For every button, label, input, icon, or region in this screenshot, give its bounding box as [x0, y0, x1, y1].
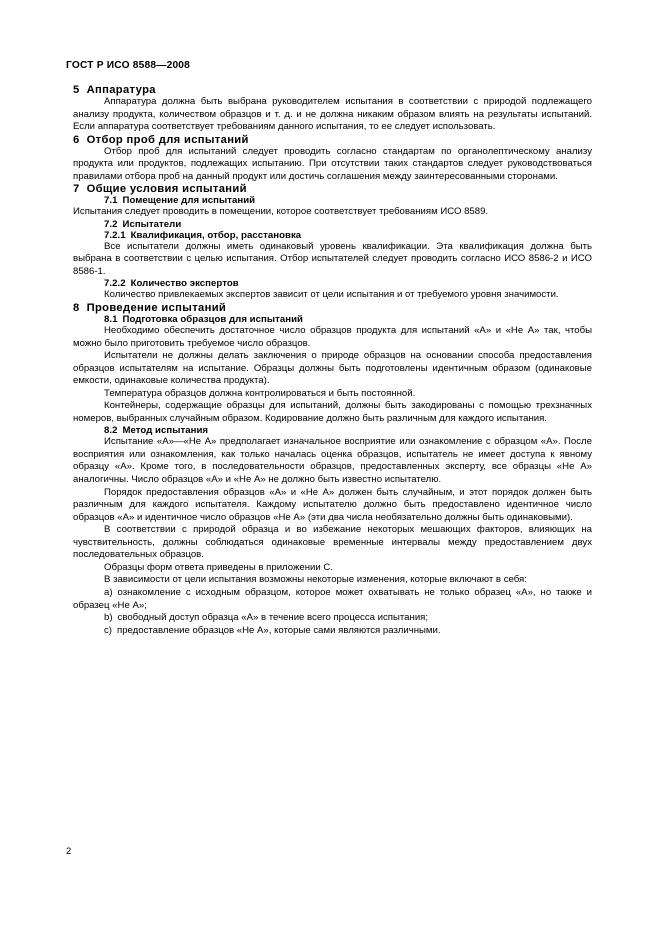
paragraph-7-2-2-1: Количество привлекаемых экспертов зависит от цели испытания и от требуемого уровня значимости. [104, 289, 559, 301]
page-number: 2 [66, 845, 72, 856]
list-item [73, 625, 592, 638]
paragraph-7-1-1: Испытания следует проводить в помещении, которое соответствует требованиям ИСО 8589. [73, 206, 489, 218]
paragraph-8-2-1: Испытание «А»—«Не А» предполагает изначальное восприятие или ознакомление с образцом «А». После восприятия или ознакомления, как только началась оценка образцов, испытатель не имеет доступа к явному образцу «А». Кроме того, в последовательности образцов, предоставленных эксперту, все образцы «Не А» аналогичны. Число образцов «А» и «Не А» не должно быть известно испытателю. [73, 436, 592, 486]
subsection-title-7-1: Помещение для испытаний [122, 195, 256, 207]
section-heading-5 [73, 84, 592, 96]
subsection-number-7-2: 7.2 [104, 218, 118, 230]
section-number-7: 7 [73, 183, 80, 196]
subsection-number-8-2: 8.2 [104, 425, 118, 437]
paragraph-8-1-2: Испытатели не должны делать заключения о природе образцов на основании способа предоставления образцов испытателям на испытание. Образцы должны быть подготовлены идентичным образом (одинаковые емкости, одинаковые количества продукта). [73, 350, 592, 387]
section-heading-7 [73, 183, 592, 195]
list-marker-c: c) [104, 624, 112, 636]
subsection-heading-7-1 [104, 195, 592, 206]
list-marker-a: a) [104, 586, 113, 598]
list-text-a: ознакомление с исходным образцом, которое может охватывать не только образец «А», но также и образец «Не А»; [73, 586, 592, 611]
paragraph-8-1-1: Необходимо обеспечить достаточное число образцов продукта для испытаний «А» и «Не А» так, чтобы можно было приготовить требуемое число образцов. [73, 325, 592, 349]
paragraph-8-1-4: Контейнеры, содержащие образцы для испытаний, должны быть закодированы с помощью трехзначных номеров, выбранных случайным образом. Кодирование должно быть различным для каждого испытания. [73, 400, 592, 424]
section-heading-6 [73, 134, 592, 146]
subsection-title-7-2-2: Количество экспертов [130, 278, 239, 290]
subsection-heading-7-2 [104, 219, 592, 230]
subsection-title-8-2: Метод испытания [122, 425, 209, 437]
subsection-title-7-2: Испытатели [122, 218, 182, 230]
subsection-number-7-2-1: 7.2.1 [104, 229, 126, 241]
paragraph-7-2-1-1: Все испытатели должны иметь одинаковый уровень квалификации. Эта квалификация должна быть выбрана в соответствии с целью испытания. Отбор испытателей следует проводить согласно ИСО 8586-2 и ИСО 8586-1. [73, 240, 592, 277]
subsection-heading-8-1 [104, 314, 592, 325]
subsection-heading-8-2 [104, 425, 592, 436]
section-title-7: Общие условия испытаний [86, 183, 247, 196]
subsection-heading-7-2-2 [104, 278, 592, 289]
paragraph-8-1-3: Температура образцов должна контролироваться и быть постоянной. [104, 387, 416, 399]
section-number-5: 5 [73, 84, 80, 96]
subsection-number-8-1: 8.1 [104, 314, 118, 326]
section-title-8: Проведение испытаний [86, 302, 227, 315]
paragraph-8-2-4: Образцы форм ответа приведены в приложении С. [104, 561, 334, 573]
list-text-c: предоставление образцов «Не А», которые сами являются различными. [117, 624, 441, 636]
document-body [73, 84, 592, 637]
list-item [73, 612, 592, 625]
subsection-number-7-2-2: 7.2.2 [104, 278, 126, 290]
subsection-number-7-1: 7.1 [104, 195, 118, 207]
section-heading-8 [73, 302, 592, 314]
paragraph-8-2-2: Порядок предоставления образцов «А» и «Не А» должен быть случайным, и этот порядок должен быть различным для каждого испытателя. Каждому испытателю должно быть предоставлено идентичное число образцов «А» и идентичное число образцов «Не А» (эти два числа необязательно должны быть одинаковыми). [73, 486, 592, 523]
paragraph-8-2-3: В соответствии с природой образца и во избежание некоторых мешающих факторов, влияющих на чувствительность, должны соблюдаться одинаковые временные интервалы между предоставлением двух последовательных образцов. [73, 524, 592, 561]
paragraph-6-1: Отбор проб для испытаний следует проводить согласно стандартам по органолептическому анализу продукта или продуктов, подлежащих испытанию. При отсутствии таких стандартов следует руководствоваться правилами отбора проб на данный продукт или достичь соглашения между заинтересованными сторонами. [73, 145, 592, 182]
subsection-title-7-2-1: Квалификация, отбор, расстановка [130, 229, 302, 241]
paragraph-8-2-5: В зависимости от цели испытания возможны некоторые изменения, которые включают в себя: [104, 574, 527, 586]
paragraph-5-1: Аппаратура должна быть выбрана руководителем испытания в соответствии с природой подлежащего анализу продукта, количеством образцов и т. д. и не должна никаким образом влиять на результаты испытаний. Если аппаратура соответствует требованиям данного испытания, то ее следует использовать. [73, 96, 592, 133]
subsection-heading-7-2-1 [104, 230, 592, 241]
section-number-8: 8 [73, 302, 80, 315]
page-header: ГОСТ Р ИСО 8588—2008 [66, 60, 191, 71]
subsection-title-8-1: Подготовка образцов для испытаний [122, 314, 303, 326]
section-title-5: Аппаратура [86, 84, 156, 96]
list-text-b: свободный доступ образца «А» в течение всего процесса испытания; [117, 612, 429, 624]
section-number-6: 6 [73, 133, 80, 146]
section-title-6: Отбор проб для испытаний [86, 133, 249, 146]
list-item [73, 587, 592, 612]
list-marker-b: b) [104, 612, 113, 624]
